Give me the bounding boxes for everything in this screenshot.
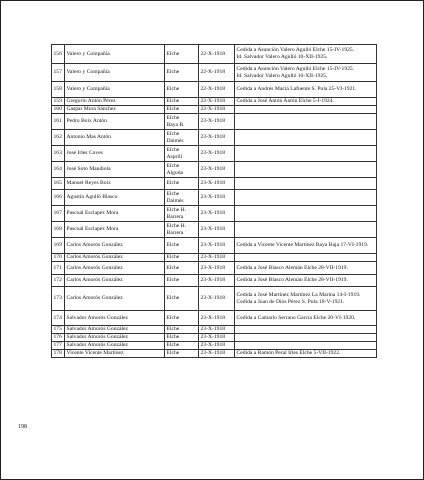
cell-place: Elche — [165, 98, 199, 106]
table-row — [52, 342, 377, 350]
cell-note: Cedida a José Blasco Alemán Elche 28-VII-1919. — [235, 262, 377, 275]
cell-note: Cedida a Andrés Maciá Lafuente S. Pola 25-VI-1921. — [235, 82, 377, 98]
cell-name: Gaspar Mora Sánchez — [65, 106, 165, 114]
cell-date: 23-X-1918 — [199, 162, 235, 178]
cell-date: 23-X-1918 — [199, 222, 235, 238]
cell-date: 23-X-1918 — [199, 114, 235, 130]
cell-num: 156 — [52, 45, 65, 64]
cell-place: Elche — [165, 254, 199, 262]
cell-num: 170 — [52, 254, 65, 262]
cell-place: Elche Baya B. — [165, 114, 199, 130]
cell-name: Gregorio Antón Pérez — [65, 98, 165, 106]
cell-date: 22-X-1918 — [199, 106, 235, 114]
cell-num: 168 — [52, 222, 65, 238]
cell-place: Elche — [165, 326, 199, 334]
cell-date: 23-X-1918 — [199, 238, 235, 254]
cell-note: Cedida a Ramón Peral Irles Elche 5-VII-1922. — [235, 350, 377, 358]
cell-place: Elche — [165, 275, 199, 287]
cell-place: Elche H. Barrera — [165, 222, 199, 238]
table-row — [52, 162, 377, 178]
cell-date: 23-X-1918 — [199, 178, 235, 190]
cell-note — [235, 334, 377, 342]
cell-name: Valero y Compañía — [65, 82, 165, 98]
cell-num: 160 — [52, 106, 65, 114]
cell-name: Manuel Reyes Boix — [65, 178, 165, 190]
cell-name: Carlos Amorós González — [65, 262, 165, 275]
cell-place: Elche — [165, 262, 199, 275]
cell-date: 23-X-1918 — [199, 334, 235, 342]
cell-place: Elche H. Barrera — [165, 206, 199, 222]
table-row — [52, 130, 377, 146]
table-row — [52, 262, 377, 275]
cell-name: Antonio Mas Antón — [65, 130, 165, 146]
cell-note — [235, 206, 377, 222]
cell-note — [235, 222, 377, 238]
cell-name: Vicente Vicente Martínez — [65, 350, 165, 358]
cell-name: Salvador Amorós González — [65, 334, 165, 342]
cell-note — [235, 326, 377, 334]
cell-name: Carlos Amorós González — [65, 275, 165, 287]
cell-date: 22-X-1918 — [199, 64, 235, 82]
cell-date: 23-X-1918 — [199, 342, 235, 350]
cell-note — [235, 342, 377, 350]
cell-name: Salvador Amorós González — [65, 326, 165, 334]
cell-note: Cedida a Vicente Vicente Martínez Baya Baja 17-VI-1919. — [235, 238, 377, 254]
cell-note: Cedida a Asunción Valero Agulló Elche 15-IV-1925. Id. Salvador Valero Agulló 10-XII-1925. — [235, 45, 377, 64]
cell-name: Pascual Esclapez Mora — [65, 206, 165, 222]
table-row — [52, 254, 377, 262]
cell-num: 158 — [52, 82, 65, 98]
cell-place: Elche — [165, 64, 199, 82]
cell-place: Elche — [165, 178, 199, 190]
cell-note — [235, 162, 377, 178]
cell-num: 164 — [52, 162, 65, 178]
table-row — [52, 287, 377, 311]
cell-place: Elche — [165, 238, 199, 254]
cell-note — [235, 190, 377, 206]
cell-date: 23-X-1918 — [199, 287, 235, 311]
cell-name: Agustín Agulló Blasco — [65, 190, 165, 206]
registry-table — [51, 44, 377, 358]
cell-num: 159 — [52, 98, 65, 106]
table-row — [52, 106, 377, 114]
table-row — [52, 326, 377, 334]
cell-place: Elche — [165, 334, 199, 342]
cell-date: 23-X-1918 — [199, 130, 235, 146]
cell-place: Elche — [165, 311, 199, 326]
cell-note — [235, 106, 377, 114]
cell-num: 175 — [52, 326, 65, 334]
registry-table-body — [52, 45, 377, 358]
cell-num: 161 — [52, 114, 65, 130]
cell-place: Elche Asprill — [165, 146, 199, 162]
cell-place: Elche — [165, 342, 199, 350]
cell-num: 157 — [52, 64, 65, 82]
cell-note — [235, 254, 377, 262]
cell-num: 176 — [52, 334, 65, 342]
cell-name: Salvador Amorós González — [65, 311, 165, 326]
cell-num: 173 — [52, 287, 65, 311]
cell-date: 23-X-1918 — [199, 206, 235, 222]
cell-date: 22-X-1918 — [199, 45, 235, 64]
table-row — [52, 146, 377, 162]
cell-place: Elche Daimés — [165, 190, 199, 206]
table-row — [52, 82, 377, 98]
cell-place: Elche Daimés — [165, 130, 199, 146]
cell-name: Carlos Amorós González — [65, 254, 165, 262]
table-row — [52, 222, 377, 238]
table-row — [52, 64, 377, 82]
cell-note — [235, 178, 377, 190]
cell-name: Pedro Boix Antón — [65, 114, 165, 130]
cell-note: Cedida a Asunción Valero Agulló Elche 15-IV-1925. Id. Salvador Valero Agulló 10-XII-1925. — [235, 64, 377, 82]
cell-date: 22-X-1918 — [199, 98, 235, 106]
cell-place: Elche — [165, 106, 199, 114]
cell-date: 23-X-1918 — [199, 146, 235, 162]
table-row — [52, 178, 377, 190]
cell-place: Elche — [165, 82, 199, 98]
table-row — [52, 238, 377, 254]
cell-num: 166 — [52, 190, 65, 206]
cell-note — [235, 114, 377, 130]
table-row — [52, 45, 377, 64]
cell-note: Cedida a Camarlo Serrano García Elche 20-VI-1920. — [235, 311, 377, 326]
cell-date: 23-X-1918 — [199, 190, 235, 206]
cell-num: 165 — [52, 178, 65, 190]
table-row — [52, 190, 377, 206]
cell-note — [235, 130, 377, 146]
cell-note — [235, 146, 377, 162]
cell-date: 23-X-1918 — [199, 275, 235, 287]
table-row — [52, 206, 377, 222]
cell-date: 23-X-1918 — [199, 326, 235, 334]
cell-num: 177 — [52, 342, 65, 350]
cell-name: Carlos Amorós González — [65, 287, 165, 311]
cell-place: Elche — [165, 350, 199, 358]
cell-name: Salvador Amorós González — [65, 342, 165, 350]
cell-num: 163 — [52, 146, 65, 162]
cell-place: Elche — [165, 45, 199, 64]
cell-name: Valero y Compañía — [65, 64, 165, 82]
cell-date: 22-X-1918 — [199, 82, 235, 98]
cell-date: 23-X-1918 — [199, 350, 235, 358]
cell-num: 174 — [52, 311, 65, 326]
cell-num: 167 — [52, 206, 65, 222]
table-row — [52, 334, 377, 342]
cell-name: José Soto Mandiola — [65, 162, 165, 178]
table-row — [52, 98, 377, 106]
cell-place: Elche Algoda — [165, 162, 199, 178]
page-number: 198 — [18, 424, 27, 430]
table-row — [52, 311, 377, 326]
cell-num: 162 — [52, 130, 65, 146]
cell-date: 23-X-1918 — [199, 254, 235, 262]
table-row — [52, 114, 377, 130]
table-row — [52, 350, 377, 358]
cell-note: Cedida a José Martínez Martínez La Marina 14-I-1919. Cedida a Juan de Dios Pérez S. Pola 18-V-1921. — [235, 287, 377, 311]
cell-num: 169 — [52, 238, 65, 254]
cell-date: 23-X-1918 — [199, 311, 235, 326]
cell-date: 23-X-1918 — [199, 262, 235, 275]
cell-name: Pascual Esclapez Mora — [65, 222, 165, 238]
cell-name: Valero y Compañía — [65, 45, 165, 64]
table-row — [52, 275, 377, 287]
cell-num: 171 — [52, 262, 65, 275]
cell-note: Cedida a José Antón Antón Elche 5-I-1924. — [235, 98, 377, 106]
cell-place: Elche — [165, 287, 199, 311]
cell-name: Carlos Amorós González — [65, 238, 165, 254]
cell-note: Cedida a José Blasco Alemán Elche 28-VII-1919. — [235, 275, 377, 287]
cell-num: 178 — [52, 350, 65, 358]
cell-num: 172 — [52, 275, 65, 287]
cell-name: José Irles Coves — [65, 146, 165, 162]
